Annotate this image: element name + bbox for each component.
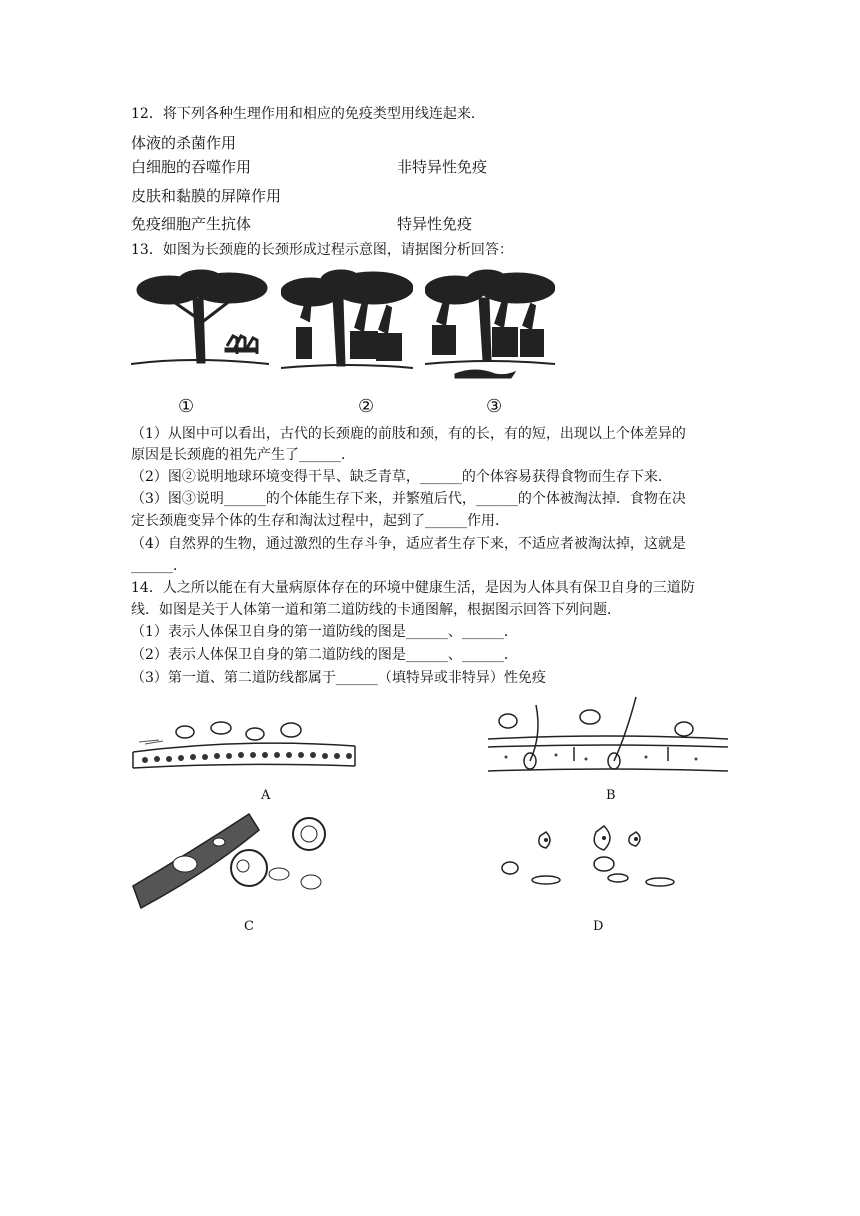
q13-question: 13．如图为长颈鹿的长颈形成过程示意图，请据图分析回答：	[131, 242, 513, 258]
giraffe-figure-label-1: ①	[178, 396, 195, 417]
q13-part4-line2: ______．	[131, 558, 187, 574]
q12-left-item-3: 皮肤和黏膜的屏障作用	[131, 187, 282, 205]
q12-right-item-1: 非特异性免疫	[397, 158, 488, 176]
defense-figure-label-d: D	[593, 919, 604, 934]
defense-figure-label-a: A	[261, 788, 271, 803]
q14-part3: （3）第一道、第二道防线都属于______（填特异或非特异）性免疫	[131, 670, 546, 686]
defense-figure-d	[496, 822, 690, 902]
defense-figure-label-c: C	[244, 919, 254, 934]
giraffe-scene-3-figure	[425, 268, 555, 388]
q13-part4-line1: （4）自然界的生物，通过激烈的生存斗争，适应者生存下来，不适应者被淘汰掉，这就是	[131, 536, 686, 552]
giraffe-figure-label-2: ②	[358, 396, 375, 417]
giraffe-figure-label-3: ③	[486, 396, 503, 417]
q14-part2: （2）表示人体保卫自身的第二道防线的图是______、______．	[131, 647, 518, 663]
q13-part3-line2: 定长颈鹿变异个体的生存和淘汰过程中，起到了______作用．	[131, 513, 509, 529]
q13-part1-line2: 原因是长颈鹿的祖先产生了______．	[131, 447, 355, 463]
q13-part3-line1: （3）图③说明______的个体能生存下来，并繁殖后代，______的个体被淘汰掉．食物在决	[131, 491, 686, 507]
q14-part1: （1）表示人体保卫自身的第一道防线的图是______、______．	[131, 624, 518, 640]
defense-figure-label-b: B	[606, 788, 616, 803]
q12-question: 12．将下列各种生理作用和相应的免疫类型用线连起来．	[131, 106, 485, 122]
q12-left-item-1: 体液的杀菌作用	[131, 134, 237, 152]
defense-figure-a	[131, 712, 357, 774]
q13-part1-line1: （1）从图中可以看出，古代的长颈鹿的前肢和颈，有的长，有的短，出现以上个体差异的	[131, 426, 686, 442]
giraffe-scene-1-figure	[131, 268, 269, 388]
q12-left-item-2: 白细胞的吞噬作用	[131, 158, 252, 176]
defense-figure-c	[131, 812, 351, 912]
q12-left-item-4: 免疫细胞产生抗体	[131, 215, 252, 233]
q13-part2: （2）图②说明地球环境变得干旱、缺乏青草，______的个体容易获得食物而生存下来．	[131, 469, 672, 485]
q12-right-item-2: 特异性免疫	[397, 215, 473, 233]
defense-figure-b	[486, 695, 730, 775]
giraffe-scene-2-figure	[281, 268, 413, 388]
q14-question-line2: 线．如图是关于人体第一道和第二道防线的卡通图解，根据图示回答下列问题．	[131, 602, 621, 618]
q14-question-line1: 14．人之所以能在有大量病原体存在的环境中健康生活，是因为人体具有保卫自身的三道防	[131, 580, 695, 596]
